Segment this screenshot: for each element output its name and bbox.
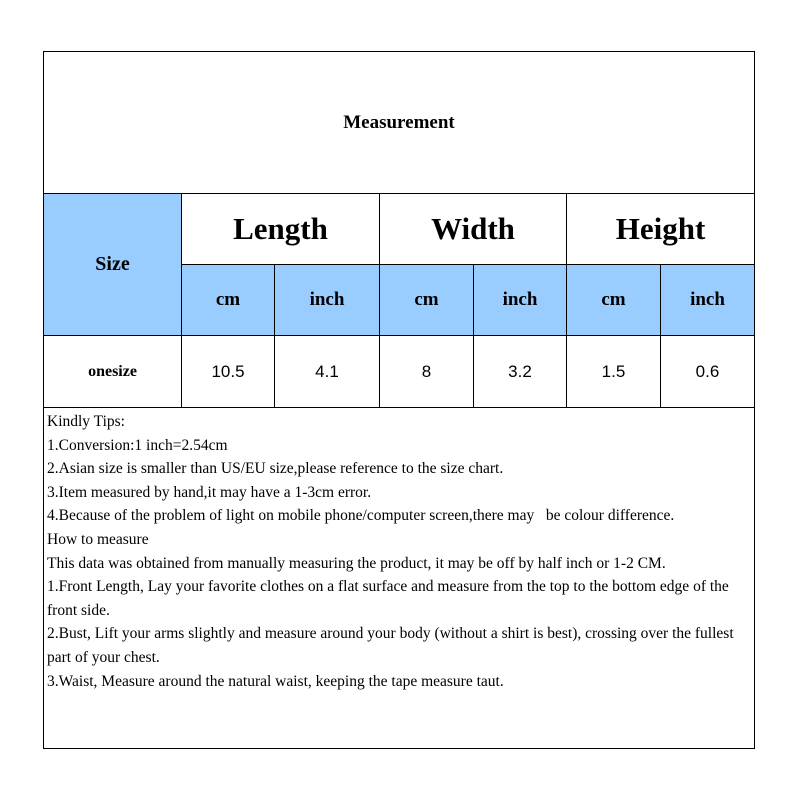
unit-header: inch: [661, 265, 754, 336]
size-chart: [43, 51, 755, 749]
tip-line: 1.Conversion:1 inch=2.54cm: [47, 436, 228, 454]
table-cell: 10.5: [182, 336, 275, 408]
tip-line: This data was obtained from manually measuring the product, it may be off by half inch or 1-2 CM.: [47, 554, 666, 572]
table-cell: 1.5: [567, 336, 661, 408]
table-cell: 8: [380, 336, 474, 408]
tip-line: 3.Waist, Measure around the natural waist, keeping the tape measure taut.: [47, 672, 504, 690]
height-header: Height: [567, 194, 754, 265]
length-header: Length: [182, 194, 380, 265]
tip-line: 4.Because of the problem of light on mobile phone/computer screen,there may be colour difference.: [47, 507, 675, 525]
chart-title: Measurement: [44, 52, 754, 194]
tips-heading: Kindly Tips:: [47, 413, 125, 430]
unit-header: cm: [182, 265, 275, 336]
kindly-tips: [44, 408, 754, 693]
row-label: onesize: [44, 336, 182, 408]
unit-header: inch: [275, 265, 380, 336]
tip-line: 3.Item measured by hand,it may have a 1-3cm error.: [47, 483, 372, 501]
tip-line: 1.Front Length, Lay your favorite clothes on a flat surface and measure from the top to the bottom edge of the front side.: [47, 578, 729, 619]
measurement-table: [44, 194, 754, 408]
size-header: Size: [44, 194, 182, 336]
table-cell: 0.6: [661, 336, 754, 408]
unit-header: inch: [474, 265, 567, 336]
tip-line: 2.Asian size is smaller than US/EU size,please reference to the size chart.: [47, 460, 504, 478]
table-cell: 4.1: [275, 336, 380, 408]
unit-header: cm: [567, 265, 661, 336]
how-to-measure-heading: How to measure: [47, 530, 149, 548]
table-cell: 3.2: [474, 336, 567, 408]
unit-header: cm: [380, 265, 474, 336]
width-header: Width: [380, 194, 567, 265]
tip-line: 2.Bust, Lift your arms slightly and measure around your body (without a shirt is best), crossing over the fullest part of your chest.: [47, 625, 734, 666]
